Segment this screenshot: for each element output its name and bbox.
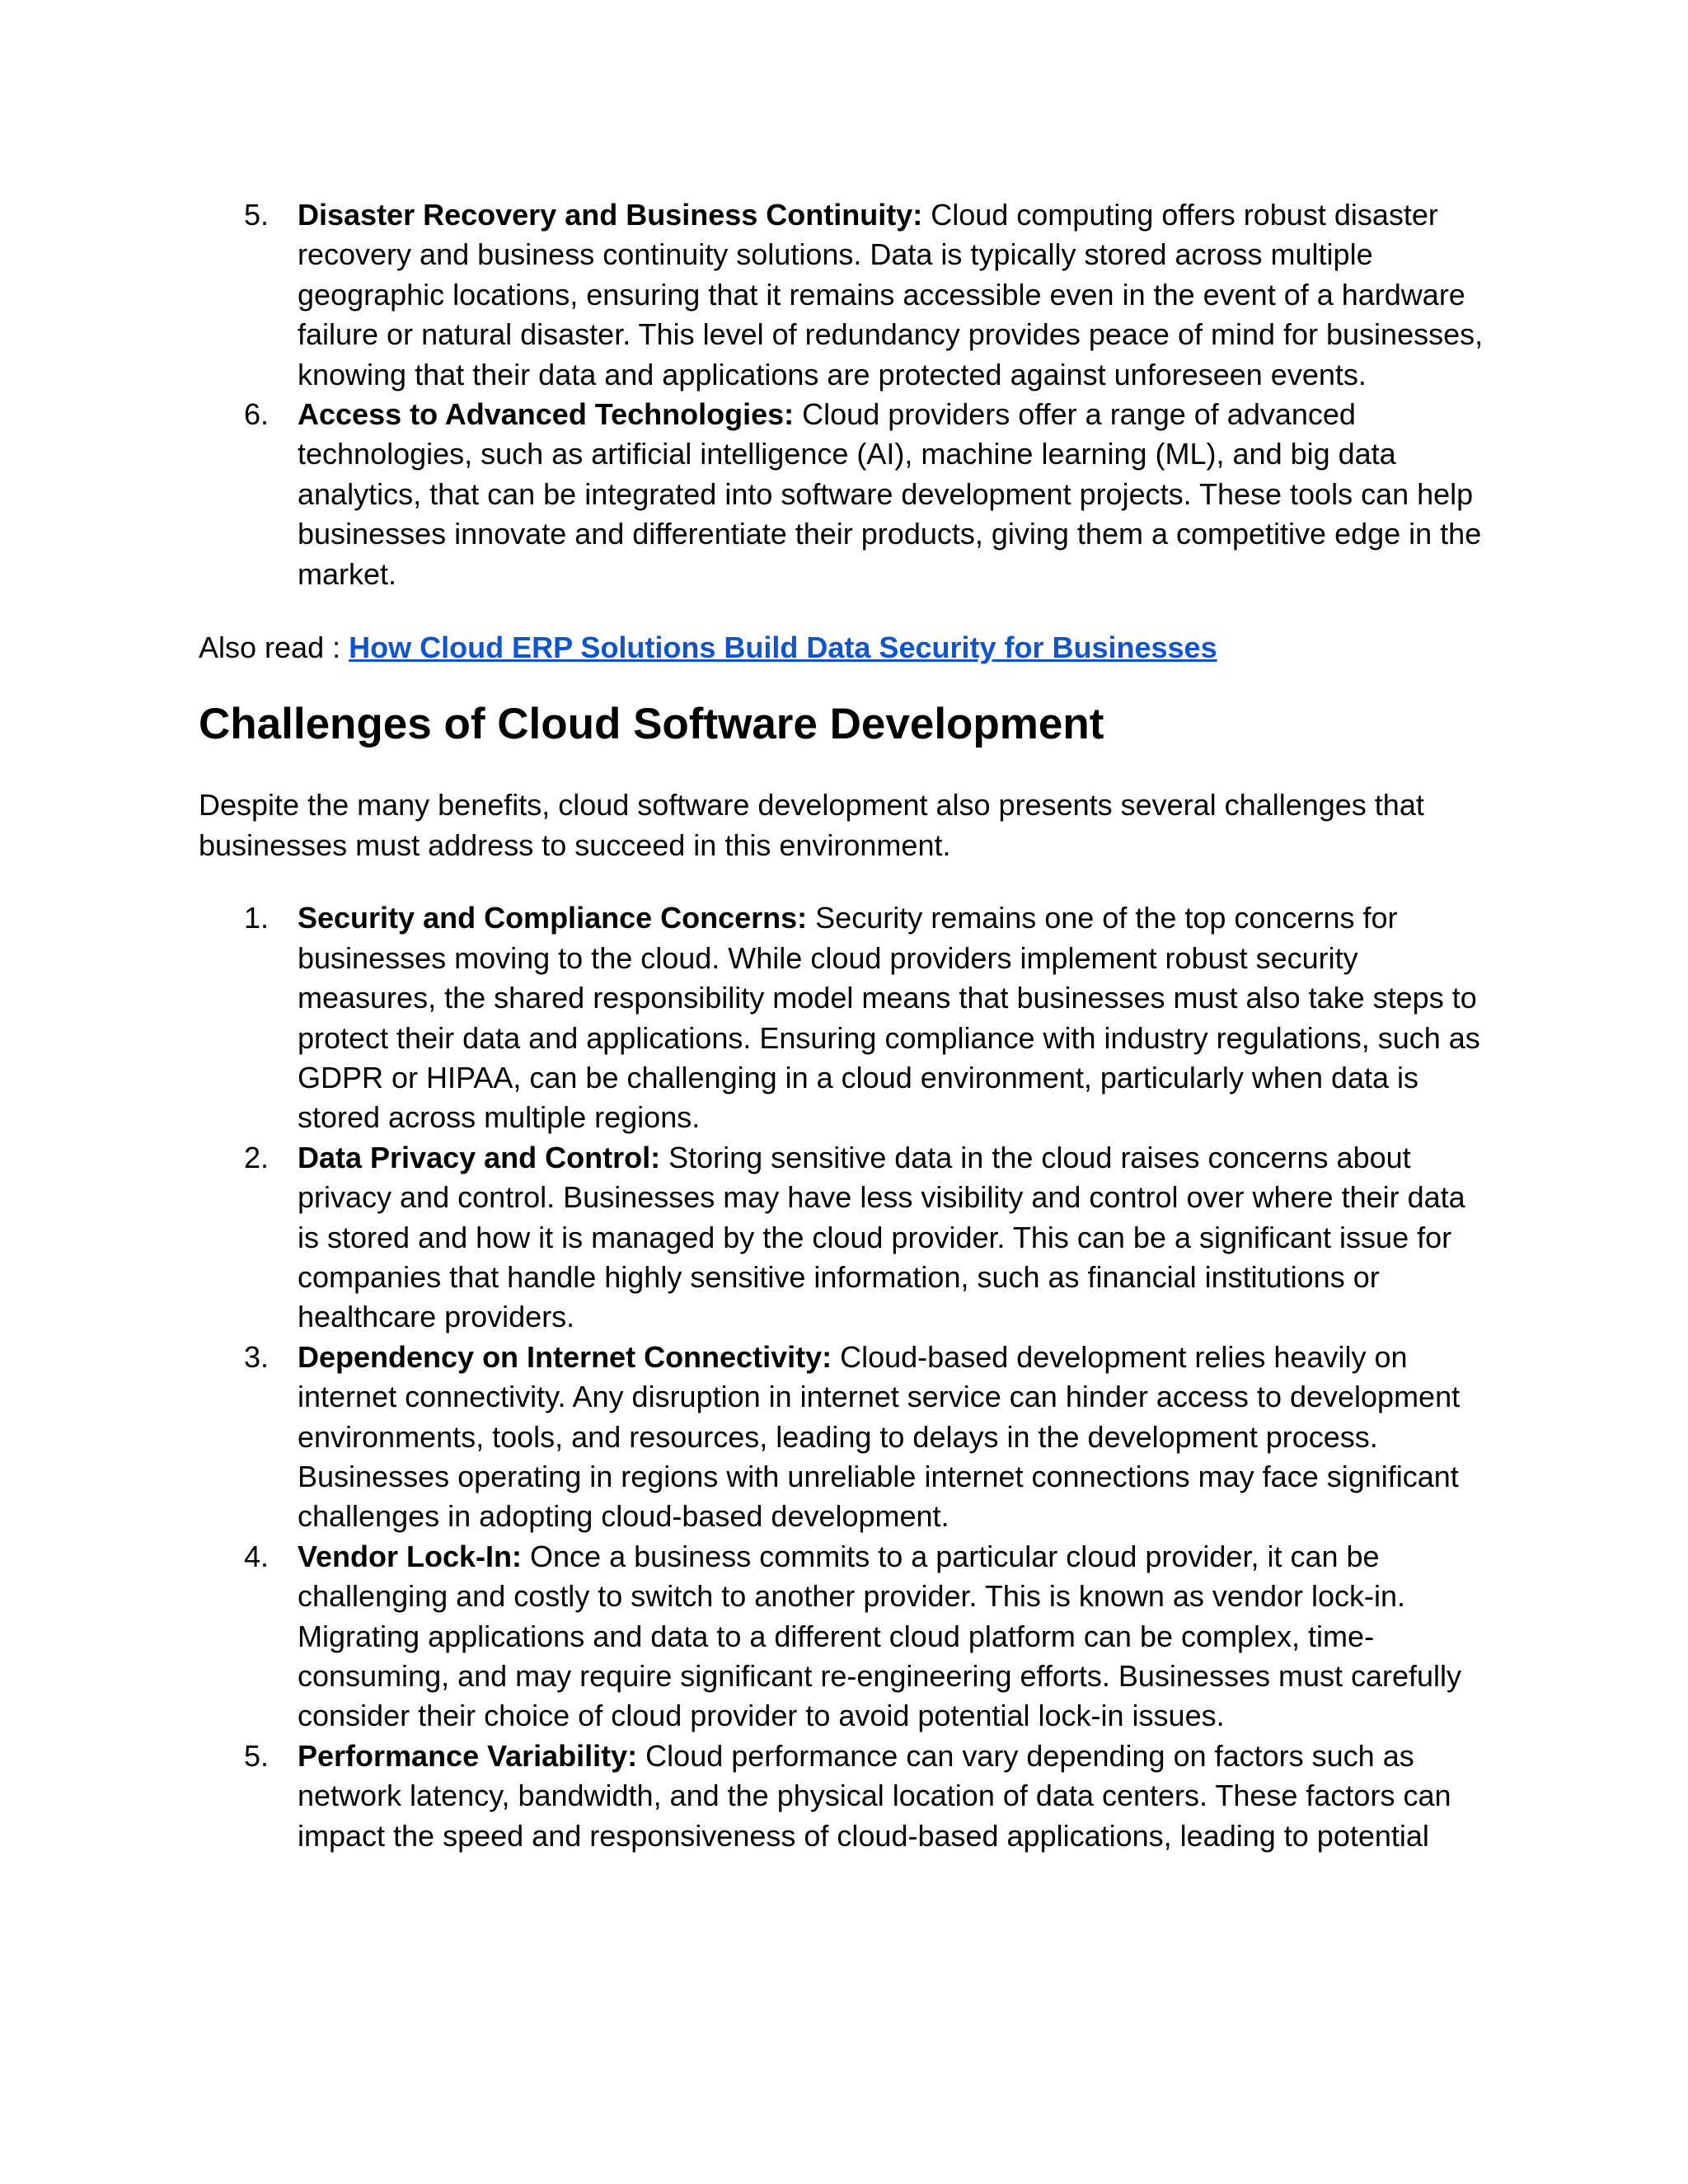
list-item-number: 1. xyxy=(244,901,270,935)
list-item-text: Cloud-based development relies heavily on internet connectivity. Any disruption in internet service can hinder access to development environments, tools, and resources, leading to delays in the development process. Businesses operating in regions with unreliable internet connections may face significant challenges in adopting cloud-based development. xyxy=(298,1339,1461,1534)
list-item-number: 3. xyxy=(244,1339,270,1374)
list-item-number: 4. xyxy=(244,1539,270,1573)
challenges-list xyxy=(199,898,1493,1856)
list-item-text: Cloud providers offer a range of advanced technologies, such as artificial intelligence (AI), machine learning (ML), and big data analytics, that can be integrated into software development projects. These tools can help businesses innovate and differentiate their products, giving them a competitive edge in the market. xyxy=(298,397,1482,591)
also-read-prefix: Also read : xyxy=(199,630,349,665)
intro-paragraph: Despite the many benefits, cloud software development also presents several challenges that businesses must address to succeed in this environment. xyxy=(199,788,1424,862)
list-item-text: Security remains one of the top concerns for businesses moving to the cloud. While cloud providers implement robust security measures, the shared responsibility model means that businesses must also take steps to protect their data and applications. Ensuring compliance with industry regulations, such as GDPR or HIPAA, can be challenging in a cloud environment, particularly when data is stored across multiple regions. xyxy=(298,901,1480,1135)
section-heading: Challenges of Cloud Software Development xyxy=(199,700,1104,749)
document-page xyxy=(199,195,1493,1856)
list-item-number: 6. xyxy=(244,397,270,432)
list-item xyxy=(199,195,1493,395)
list-item-title: Access to Advanced Technologies: xyxy=(298,397,795,432)
list-item xyxy=(199,1736,1493,1856)
list-item-number: 5. xyxy=(244,198,270,232)
list-item-text: Storing sensitive data in the cloud raises concerns about privacy and control. Businesses may have less visibility and control over where their data is stored and how it is managed by the cloud provider. This can be a significant issue for companies that handle highly sensitive information, such as financial institutions or healthcare providers. xyxy=(298,1140,1465,1334)
list-item-title: Dependency on Internet Connectivity: xyxy=(298,1339,832,1374)
list-item-text: Cloud performance can vary depending on factors such as network latency, bandwidth, and the physical location of data centers. These factors can impact the speed and responsiveness of cloud-based applications, leading to potential xyxy=(298,1738,1451,1853)
list-item xyxy=(199,1338,1493,1537)
list-item xyxy=(199,898,1493,1137)
list-item-number: 5. xyxy=(244,1738,270,1773)
list-item-title: Data Privacy and Control: xyxy=(298,1140,661,1174)
list-item-text: Once a business commits to a particular cloud provider, it can be challenging and costly to switch to another provider. This is known as vendor lock-in. Migrating applications and data to a different cloud platform can be complex, time-consuming, and may require significant re-engineering efforts. Businesses must carefully consider their choice of cloud provider to avoid potential lock-in issues. xyxy=(298,1539,1462,1733)
benefits-list xyxy=(199,195,1493,594)
list-item xyxy=(199,1537,1493,1736)
also-read xyxy=(199,628,1493,668)
list-item xyxy=(199,1138,1493,1338)
list-item-title: Performance Variability: xyxy=(298,1738,638,1773)
list-item-title: Security and Compliance Concerns: xyxy=(298,901,808,935)
list-item xyxy=(199,395,1493,594)
list-item-number: 2. xyxy=(244,1140,270,1174)
list-item-title: Disaster Recovery and Business Continuity: xyxy=(298,198,923,232)
list-item-title: Vendor Lock-In: xyxy=(298,1539,523,1573)
also-read-link[interactable]: How Cloud ERP Solutions Build Data Security for Businesses xyxy=(349,630,1217,665)
list-item-text: Cloud computing offers robust disaster recovery and business continuity solutions. Data is typically stored across multiple geographic locations, ensuring that it remains accessible even in the event of a hardware failure or natural disaster. This level of redundancy provides peace of mind for businesses, knowing that their data and applications are protected against unforeseen events. xyxy=(298,198,1484,391)
